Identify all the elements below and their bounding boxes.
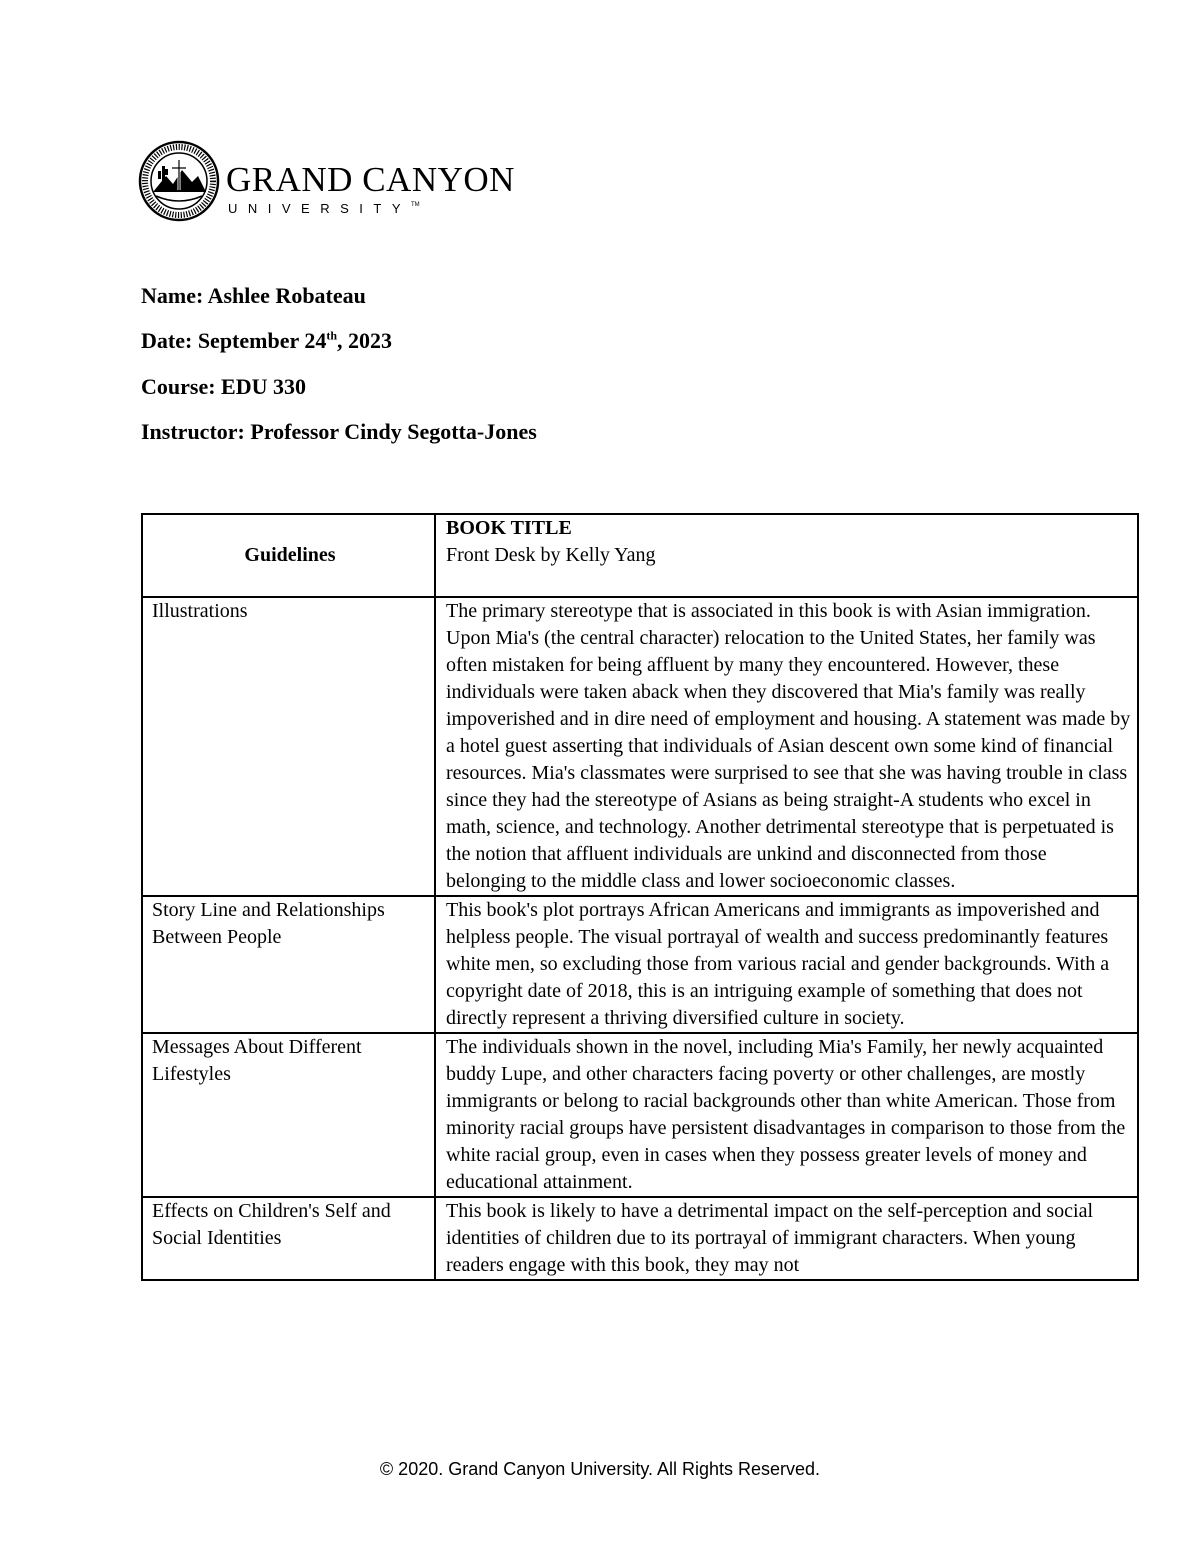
student-name-line (141, 283, 537, 309)
guideline-cell: Messages About Different Lifestyles (142, 1033, 435, 1197)
guidelines-header: Guidelines (142, 514, 435, 597)
name-value: Ashlee Robateau (207, 283, 366, 308)
table-row (142, 1197, 1138, 1280)
instructor-line (141, 419, 537, 445)
table-row (142, 597, 1138, 896)
university-logo (138, 140, 515, 222)
course-label: Course: (141, 373, 216, 399)
guideline-cell: Story Line and Relationships Between People (142, 896, 435, 1033)
table-row (142, 896, 1138, 1033)
book-title-header (435, 514, 1138, 597)
date-value: September 24th, 2023 (197, 328, 393, 354)
header-fields (141, 283, 537, 465)
analysis-cell: The primary stereotype that is associated in this book is with Asian immigration. Upon Mia's (the central character) relocation to the United States, her family was often mistaken for being affluent by many they encountered. However, these individuals were taken aback when they discovered that Mia's family was really impoverished and in dire need of employment and housing. A statement was made by a hotel guest asserting that individuals of Asian descent own some kind of financial resources. Mia's classmates were surprised to see that she was having trouble in class since they had the stereotype of Asians as being straight-A students who excel in math, science, and technology. Another detrimental stereotype that is perpetuated is the notion that affluent individuals are unkind and disconnected from those belonging to the middle class and lower socioeconomic classes. (435, 597, 1138, 896)
guideline-cell: Effects on Children's Self and Social Identities (142, 1197, 435, 1280)
name-label: Name: (141, 283, 204, 308)
table-header-row (142, 514, 1138, 597)
logo-name-line1: GRAND CANYON (226, 160, 515, 199)
date-label: Date: (141, 328, 193, 354)
guideline-cell: Illustrations (142, 597, 435, 896)
analysis-cell: This book's plot portrays African Americans and immigrants as impoverished and helpless people. The visual portrayal of wealth and success predominantly features white men, so excluding those from various racial and gender backgrounds. With a copyright date of 2018, this is an intriguing example of something that does not directly represent a thriving diversified culture in society. (435, 896, 1138, 1033)
date-line (141, 328, 537, 354)
analysis-cell: This book is likely to have a detrimental impact on the self-perception and social identities of children due to its portrayal of immigrant characters. When young readers engage with this book, they may not (435, 1197, 1138, 1280)
guidelines-table (141, 513, 1139, 1281)
course-line (141, 374, 537, 400)
book-title-label: BOOK TITLE (446, 517, 572, 539)
university-seal-icon (138, 140, 222, 222)
copyright-footer: © 2020. Grand Canyon University. All Rights Reserved. (379, 1459, 821, 1479)
analysis-cell: The individuals shown in the novel, including Mia's Family, her newly acquainted buddy Lupe, and other characters facing poverty or other challenges, are mostly immigrants or belong to racial backgrounds other than white American. Those from minority racial groups have persistent disadvantages in comparison to those from the white racial group, even in cases when they possess greater levels of money and educational attainment. (435, 1033, 1138, 1197)
instructor-label: Instructor: (141, 419, 245, 445)
logo-name-line2: UNIVERSITY™ (228, 201, 420, 216)
book-title-value: Front Desk by Kelly Yang (446, 544, 656, 566)
instructor-value: Professor Cindy Segotta-Jones (250, 419, 537, 445)
course-value: EDU 330 (221, 373, 306, 399)
table-row (142, 1033, 1138, 1197)
